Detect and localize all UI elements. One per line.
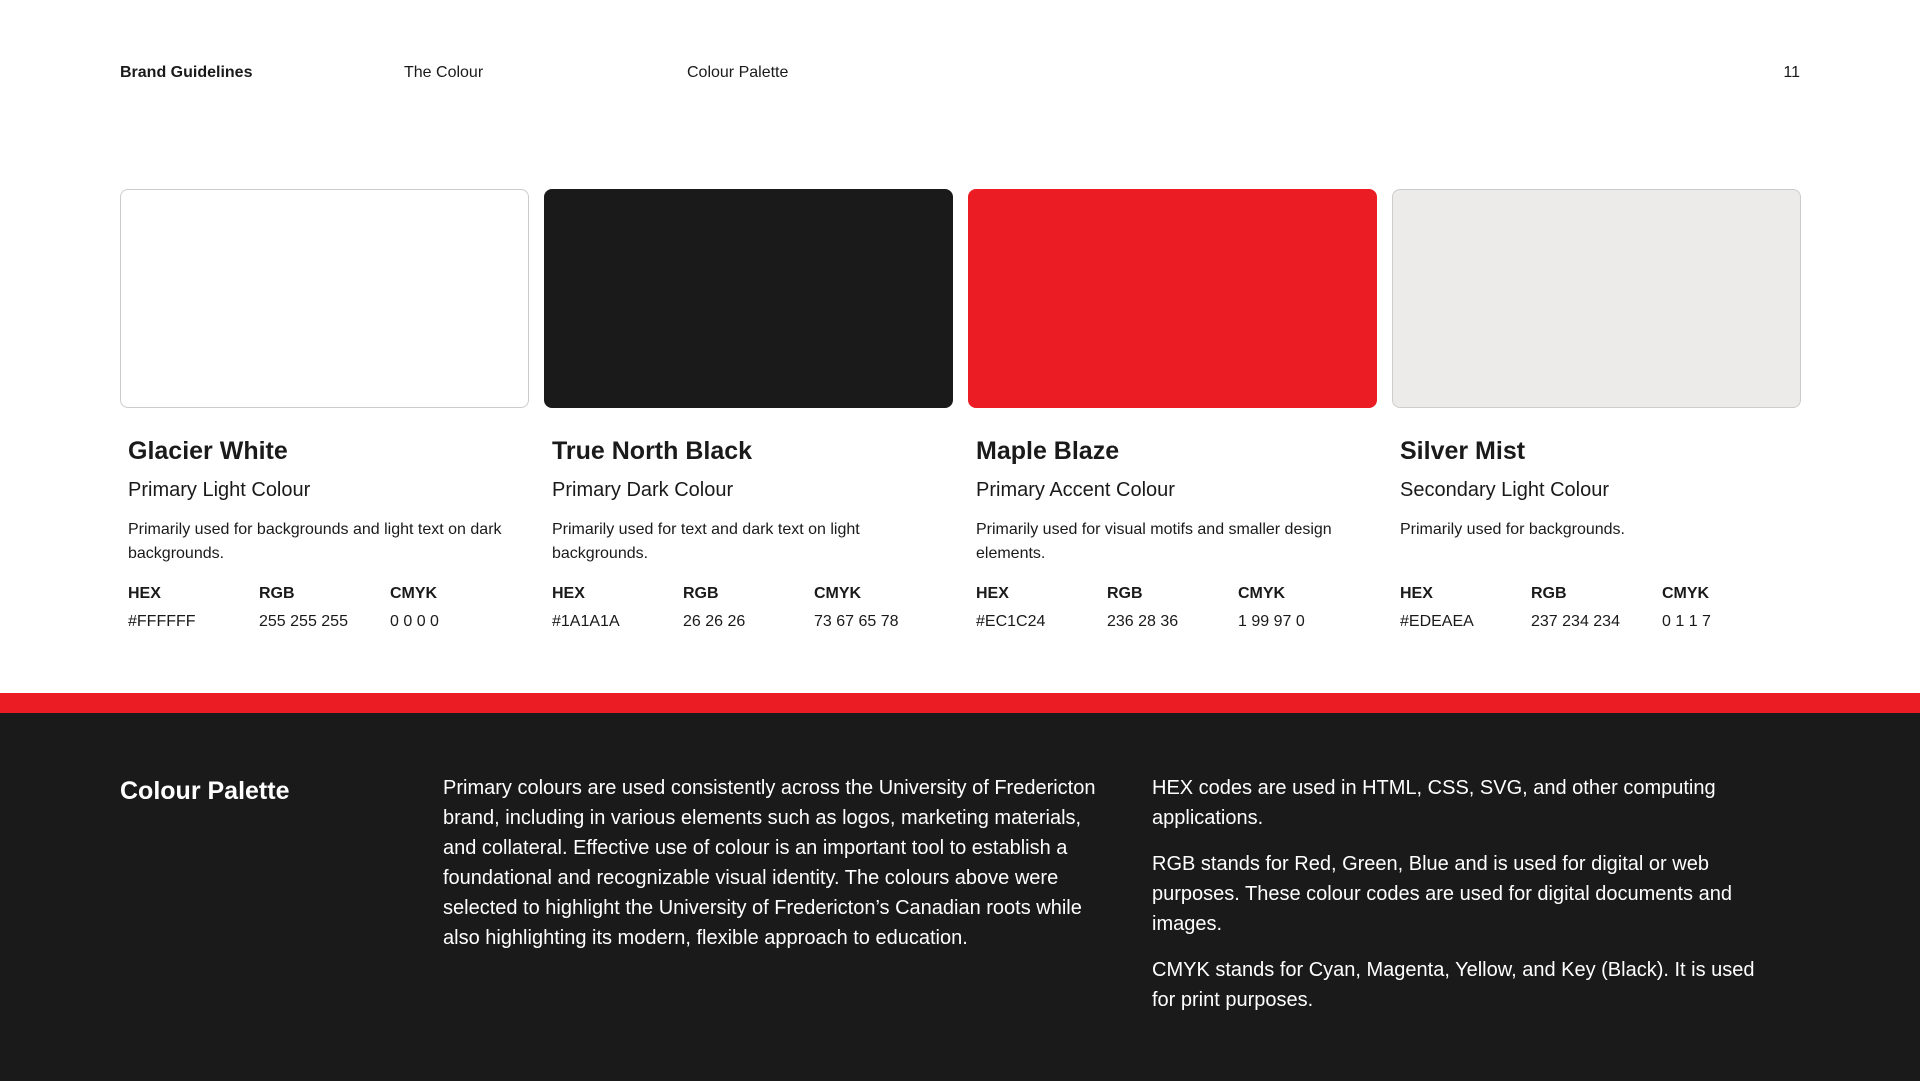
colour-swatch <box>1392 189 1801 408</box>
hex-label: HEX <box>552 585 585 602</box>
hex-value: #EC1C24 <box>976 613 1046 630</box>
cmyk-value: 0 1 1 7 <box>1662 613 1711 630</box>
colour-name: Silver Mist <box>1400 437 1526 465</box>
colour-role: Secondary Light Colour <box>1400 479 1610 501</box>
colour-swatch <box>968 189 1377 408</box>
colour-name: Maple Blaze <box>976 437 1120 465</box>
rgb-label: RGB <box>259 585 295 602</box>
cmyk-value: 1 99 97 0 <box>1238 613 1305 630</box>
section-title: The Colour <box>404 64 484 81</box>
hex-value: #EDEAEA <box>1400 613 1474 630</box>
brand-title: Brand Guidelines <box>120 64 253 81</box>
colour-card <box>1392 189 1801 632</box>
colour-card <box>968 189 1377 632</box>
rgb-label: RGB <box>1107 585 1143 602</box>
hex-label: HEX <box>976 585 1009 602</box>
colour-description: Primarily used for text and dark text on light backgrounds. <box>552 521 860 562</box>
colour-codes <box>1400 584 1793 632</box>
cmyk-label: CMYK <box>1238 585 1286 602</box>
colour-name: Glacier White <box>128 437 288 465</box>
rgb-label: RGB <box>683 585 719 602</box>
colour-info <box>968 436 1377 632</box>
cmyk-value: 0 0 0 0 <box>390 613 439 630</box>
footer-panel <box>0 713 1920 1081</box>
colour-description: Primarily used for backgrounds. <box>1400 521 1625 538</box>
colour-swatch <box>120 189 529 408</box>
footer-notes <box>1152 773 1772 1031</box>
hex-note: HEX codes are used in HTML, CSS, SVG, and other computing applications. <box>1152 777 1716 829</box>
rgb-value: 26 26 26 <box>683 613 746 630</box>
colour-name: True North Black <box>552 437 753 465</box>
colour-codes <box>128 584 521 632</box>
rgb-label: RGB <box>1531 585 1567 602</box>
colour-swatches <box>120 189 1800 659</box>
rgb-value: 237 234 234 <box>1531 613 1620 630</box>
colour-description: Primarily used for backgrounds and light text on dark backgrounds. <box>128 521 502 562</box>
cmyk-note: CMYK stands for Cyan, Magenta, Yellow, and Key (Black). It is used for print purposes. <box>1152 959 1755 1011</box>
cmyk-label: CMYK <box>390 585 438 602</box>
colour-role: Primary Accent Colour <box>976 479 1175 501</box>
cmyk-value: 73 67 65 78 <box>814 613 899 630</box>
colour-description: Primarily used for visual motifs and smaller design elements. <box>976 521 1332 562</box>
page-header <box>0 0 1920 150</box>
cmyk-label: CMYK <box>1662 585 1710 602</box>
hex-label: HEX <box>1400 585 1433 602</box>
hex-value: #1A1A1A <box>552 613 620 630</box>
footer-title: Colour Palette <box>120 777 290 805</box>
hex-label: HEX <box>128 585 161 602</box>
colour-codes <box>976 584 1369 632</box>
colour-card <box>120 189 529 632</box>
rgb-note: RGB stands for Red, Green, Blue and is used for digital or web purposes. These colour codes are used for digital documents and images. <box>1152 853 1732 935</box>
colour-info <box>120 436 529 632</box>
footer-body: Primary colours are used consistently across the University of Fredericton brand, including in various elements such as logos, marketing materials, and collateral. Effective use of colour is an important tool to establish a foundational and recognizable visual identity. The colours above were selected to highlight the University of Fredericton’s Canadian roots while also highlighting its modern, flexible approach to education. <box>443 777 1096 949</box>
colour-role: Primary Light Colour <box>128 479 311 501</box>
hex-value: #FFFFFF <box>128 613 196 630</box>
topic-title: Colour Palette <box>687 64 789 81</box>
cmyk-label: CMYK <box>814 585 862 602</box>
colour-info <box>1392 436 1801 632</box>
colour-role: Primary Dark Colour <box>552 479 734 501</box>
colour-codes <box>552 584 945 632</box>
page-number: 11 <box>1783 64 1800 81</box>
colour-swatch <box>544 189 953 408</box>
rgb-value: 236 28 36 <box>1107 613 1179 630</box>
colour-card <box>544 189 953 632</box>
accent-bar <box>0 693 1920 713</box>
colour-info <box>544 436 953 632</box>
rgb-value: 255 255 255 <box>259 613 348 630</box>
